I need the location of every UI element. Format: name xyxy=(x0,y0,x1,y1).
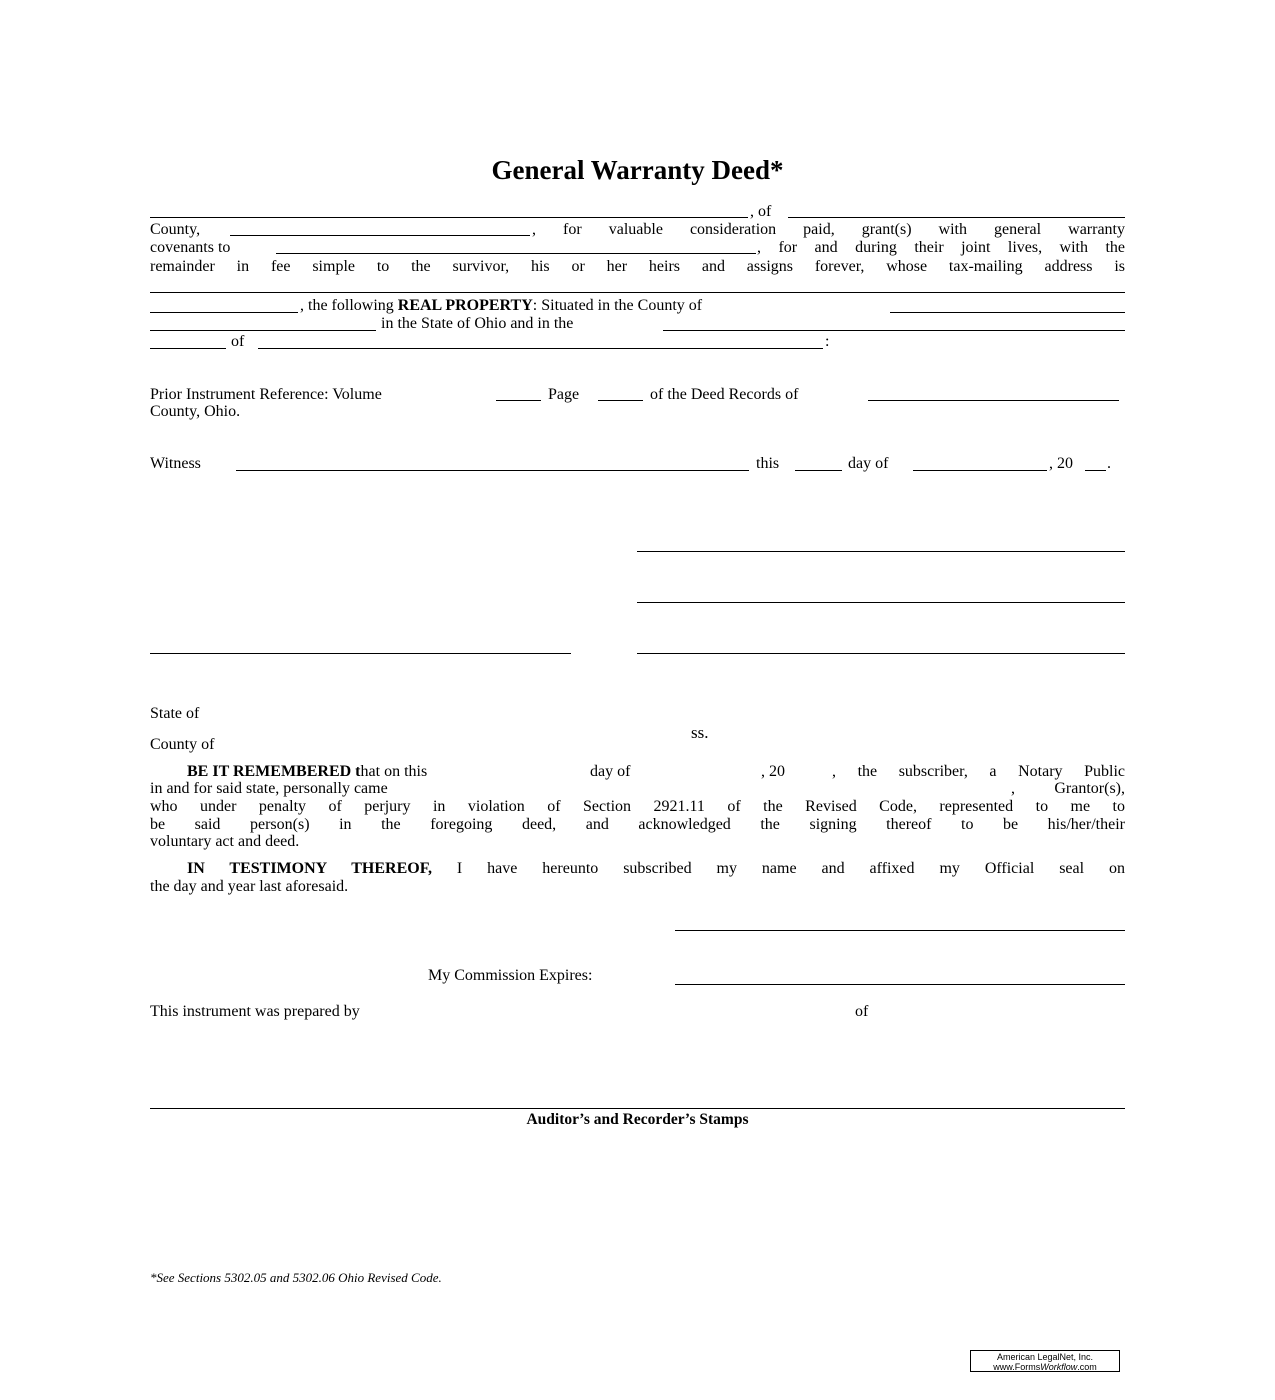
stamps-label: Auditor’s and Recorder’s Stamps xyxy=(526,1111,749,1128)
commission-expires-field[interactable] xyxy=(675,984,1125,985)
publisher-url-suffix: .com xyxy=(1077,1362,1097,1372)
grantor-signature-line-1[interactable] xyxy=(637,551,1125,552)
witness-month-field[interactable] xyxy=(913,470,1047,471)
be-it-remembered-label: BE IT REMEMBERED t xyxy=(187,763,361,780)
perjury-text: who under penalty of perjury in violation of Section 2921.11 of the Revised Code, represented to me to xyxy=(150,798,1125,815)
township-field[interactable] xyxy=(663,330,1125,331)
tax-mailing-address-field[interactable] xyxy=(150,292,1125,293)
ack-year-text: , 20 xyxy=(761,763,785,780)
property-county-continued-field[interactable] xyxy=(150,330,376,331)
testimony-line2-text: the day and year last aforesaid. xyxy=(150,878,349,895)
remainder-text: remainder in fee simple to the survivor, his or her heirs and assigns forever, whose tax-mailing address is xyxy=(150,258,1125,275)
situated-text: : Situated in the County of xyxy=(532,297,703,314)
grantor-county-field[interactable] xyxy=(230,235,530,236)
voluntary-act-text: voluntary act and deed. xyxy=(150,833,300,850)
in-testimony-label: IN TESTIMONY THEREOF, xyxy=(187,860,433,877)
prepared-of-label: of xyxy=(855,1003,869,1020)
grantor-signature-line-2[interactable] xyxy=(637,602,1125,603)
grantor-signature-line-3[interactable] xyxy=(637,653,1125,654)
volume-field[interactable] xyxy=(496,400,541,401)
witness-label: Witness xyxy=(150,455,201,472)
witness-year-field[interactable] xyxy=(1085,470,1106,471)
document-title: General Warranty Deed* xyxy=(491,155,784,185)
property-colon: : xyxy=(825,333,830,350)
county-of-label: County of xyxy=(150,736,215,753)
witness-period: . xyxy=(1107,455,1111,472)
that-on-this-text: hat on this xyxy=(360,763,428,780)
publisher-url-prefix: www.Forms xyxy=(993,1362,1041,1372)
real-property-text xyxy=(300,298,702,314)
property-of-text: of xyxy=(231,333,245,350)
in-testimony-line xyxy=(187,861,1125,877)
prepared-by-label: This instrument was prepared by xyxy=(150,1003,360,1020)
witness-day-of-text: day of xyxy=(848,455,889,472)
testimony-rest-text: I have hereunto subscribed my name and affixed my Official seal on xyxy=(432,860,1125,877)
personally-came-text: in and for said state, personally came xyxy=(150,780,388,797)
covenants-to-text: covenants to xyxy=(150,239,231,256)
ss-label: ss. xyxy=(691,723,709,742)
publisher-url-italic: Workflow xyxy=(1040,1362,1078,1372)
publisher-badge xyxy=(970,1350,1120,1372)
municipality-type-field[interactable] xyxy=(150,348,226,349)
publisher-name: American LegalNet, Inc. xyxy=(996,1352,1094,1362)
foregoing-deed-text: be said person(s) in the foregoing deed, and acknowledged the signing thereof to be his/her/their xyxy=(150,816,1125,833)
state-ohio-text: in the State of Ohio and in the xyxy=(381,315,574,332)
address-continued-field[interactable] xyxy=(150,312,298,313)
deed-records-text: of the Deed Records of xyxy=(650,386,799,403)
witness-year-text: , 20 xyxy=(1049,455,1073,472)
county-ohio-text: County, Ohio. xyxy=(150,403,241,420)
grantors-text: , Grantor(s), xyxy=(1011,780,1125,797)
state-of-label: State of xyxy=(150,705,200,722)
prior-reference-lead: Prior Instrument Reference: Volume xyxy=(150,386,382,403)
witness-signature-line[interactable] xyxy=(150,653,571,654)
real-property-label: REAL PROPERTY xyxy=(397,297,533,314)
grantor-of-field[interactable] xyxy=(788,217,1125,218)
prior-page-text: Page xyxy=(548,386,580,403)
grantee-field[interactable] xyxy=(276,253,756,254)
property-county-field[interactable] xyxy=(890,312,1125,313)
valuable-consideration-text: , for valuable consideration paid, grant(s) with general warranty xyxy=(532,221,1125,238)
county-text: County, xyxy=(150,221,201,238)
ack-day-of-text: day of xyxy=(590,763,631,780)
following-text: , the following xyxy=(300,297,394,314)
municipality-field[interactable] xyxy=(258,348,823,349)
commission-expires-label: My Commission Expires: xyxy=(428,967,593,984)
grantor-name-field[interactable] xyxy=(150,217,748,218)
grant-of-text: , of xyxy=(750,203,772,220)
subscriber-text: , the subscriber, a Notary Public xyxy=(832,763,1125,780)
witness-day-field[interactable] xyxy=(795,470,842,471)
page-field[interactable] xyxy=(598,400,643,401)
witness-this-text: this xyxy=(756,455,780,472)
notary-signature-line[interactable] xyxy=(675,930,1125,931)
be-it-remembered-lead xyxy=(187,764,427,780)
publisher-url xyxy=(971,1362,1119,1372)
witness-field[interactable] xyxy=(236,470,749,471)
deed-records-county-field[interactable] xyxy=(868,400,1119,401)
stamps-divider xyxy=(150,1108,1125,1109)
footnote: *See Sections 5302.05 and 5302.06 Ohio Revised Code. xyxy=(150,1270,442,1285)
joint-lives-text: , for and during their joint lives, with the xyxy=(757,239,1125,256)
